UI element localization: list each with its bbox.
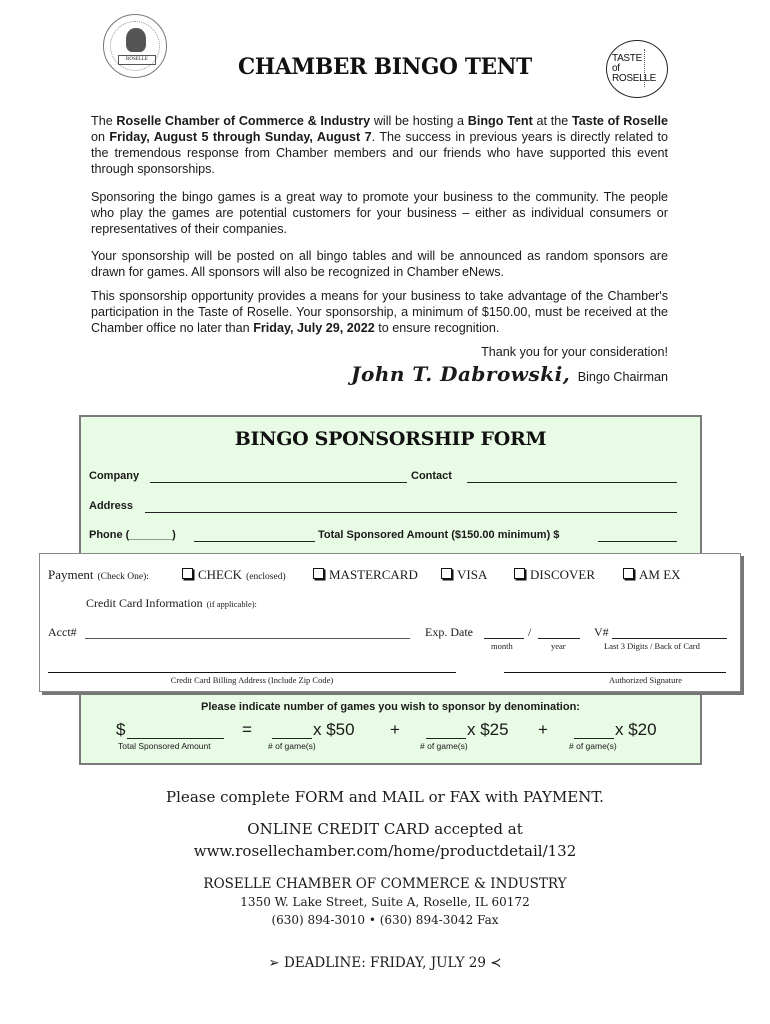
- check-checkbox[interactable]: [182, 568, 193, 579]
- exp-separator: /: [528, 625, 532, 639]
- seal-banner: ROSELLE: [118, 55, 156, 65]
- acct-label: Acct#: [48, 625, 77, 639]
- credit-card-info-heading: Credit Card Information (if applicable):: [86, 596, 257, 610]
- organization-phone: (630) 894-3010 • (630) 894-3042 Fax: [271, 913, 499, 927]
- denom-20-label: x $20: [615, 720, 657, 739]
- games-50-field[interactable]: [272, 738, 312, 739]
- logo-text: TASTE of ROSELLE: [612, 53, 657, 84]
- payment-option-visa[interactable]: VISA: [441, 566, 487, 584]
- payment-option-discover[interactable]: DISCOVER: [514, 566, 595, 584]
- year-caption: year: [551, 641, 566, 651]
- v-number-caption: Last 3 Digits / Back of Card: [604, 641, 700, 651]
- payment-option-check[interactable]: CHECK (enclosed): [182, 566, 286, 584]
- organization-name: ROSELLE CHAMBER OF COMMERCE & INDUSTRY: [203, 876, 567, 892]
- letter-paragraph-1: The Roselle Chamber of Commerce & Industry will be hosting a Bingo Tent at the Taste of Roselle on Friday, August 5 through Sunday, August 7. The success in previous years is directly related to the tremendous response from Chamber members and our friends who have supported this event through sponsorships.: [91, 114, 669, 176]
- payment-option-amex[interactable]: AM EX: [623, 566, 681, 584]
- phone-field[interactable]: [194, 541, 315, 542]
- taste-of-roselle-logo: [606, 40, 668, 98]
- authorized-signature-caption: Authorized Signature: [609, 675, 682, 685]
- letter-paragraph-4: This sponsorship opportunity provides a means for your business to take advantage of the Chamber's participation in the Taste of Roselle. Your sponsorship, a minimum of $150.00, must be received at the Chamber office no later than Friday, July 29, 2022 to ensure recognition.: [91, 289, 668, 335]
- exp-date-label: Exp. Date: [425, 625, 473, 639]
- games-20-caption: # of game(s): [569, 741, 617, 751]
- form-title: BINGO SPONSORSHIP FORM: [234, 428, 547, 450]
- contact-label: Contact: [411, 470, 452, 482]
- exp-month-field[interactable]: [484, 638, 524, 639]
- games-20-field[interactable]: [574, 738, 614, 739]
- denom-total-caption: Total Sponsored Amount: [118, 741, 211, 751]
- equals-sign: =: [242, 720, 252, 739]
- mail-fax-instruction: Please complete FORM and MAIL or FAX with PAYMENT.: [166, 788, 604, 806]
- company-label: Company: [89, 470, 140, 482]
- signature-block: [351, 362, 668, 386]
- exp-year-field[interactable]: [538, 638, 580, 639]
- denom-25-label: x $25: [467, 720, 509, 739]
- payment-row: [48, 566, 149, 584]
- billing-address-caption: Credit Card Billing Address (Include Zip Code): [170, 675, 334, 685]
- denom-50-label: x $50: [313, 720, 355, 739]
- plus-sign-1: +: [390, 720, 400, 739]
- v-number-label: V#: [594, 625, 609, 639]
- mastercard-checkbox[interactable]: [313, 568, 324, 579]
- amex-checkbox[interactable]: [623, 568, 634, 579]
- v-number-field[interactable]: [612, 638, 727, 639]
- logo-decoration: [644, 49, 663, 87]
- online-payment-url[interactable]: www.rosellechamber.com/home/productdetail/132: [193, 842, 577, 860]
- discover-checkbox[interactable]: [514, 568, 525, 579]
- denomination-heading: Please indicate number of games you wish to sponsor by denomination:: [201, 701, 580, 713]
- payment-label: Payment: [48, 567, 94, 582]
- visa-checkbox[interactable]: [441, 568, 452, 579]
- games-25-field[interactable]: [426, 738, 466, 739]
- phone-label: Phone (_______): [89, 529, 176, 541]
- address-field[interactable]: [145, 512, 677, 513]
- letter-paragraph-3: Your sponsorship will be posted on all bingo tables and will be announced as random sponsors are drawn for games. All sponsors will also be recognized in Chamber eNews.: [91, 249, 668, 279]
- payment-option-mastercard[interactable]: MASTERCARD: [313, 566, 418, 584]
- acct-field[interactable]: [85, 638, 410, 639]
- dollar-sign: $: [116, 720, 126, 739]
- deadline-text: DEADLINE: FRIDAY, JULY 29: [284, 955, 486, 971]
- games-25-caption: # of game(s): [420, 741, 468, 751]
- payment-label-note: (Check One):: [97, 572, 149, 582]
- total-amount-field[interactable]: [598, 541, 677, 542]
- authorized-signature-field[interactable]: [504, 672, 726, 673]
- thank-you-line: Thank you for your consideration!: [481, 345, 668, 359]
- signature-title: Bingo Chairman: [577, 370, 668, 384]
- seal-crest-icon: [126, 28, 146, 52]
- plus-sign-2: +: [538, 720, 548, 739]
- games-50-caption: # of game(s): [268, 741, 316, 751]
- letter-paragraph-2: Sponsoring the bingo games is a great way to promote your business to the community. The people who play the games are potential customers for your business – either as individual consumers or representatives of their companies.: [91, 190, 668, 236]
- organization-address: 1350 W. Lake Street, Suite A, Roselle, IL 60172: [240, 895, 530, 909]
- address-label: Address: [89, 500, 134, 512]
- deadline-line: [0, 955, 770, 971]
- page-title: CHAMBER BINGO TENT: [238, 54, 532, 80]
- arrow-left-icon: ≺: [490, 955, 502, 971]
- total-amount-label: Total Sponsored Amount ($150.00 minimum) $: [318, 529, 560, 541]
- signature-name: John T. Dabrowski,: [351, 362, 571, 386]
- billing-address-field[interactable]: [48, 672, 456, 673]
- month-caption: month: [491, 641, 513, 651]
- arrow-right-icon: ➢: [268, 955, 280, 971]
- denom-total-field[interactable]: [127, 738, 224, 739]
- company-field[interactable]: [150, 482, 407, 483]
- online-payment-line: ONLINE CREDIT CARD accepted at: [247, 820, 523, 838]
- contact-field[interactable]: [467, 482, 677, 483]
